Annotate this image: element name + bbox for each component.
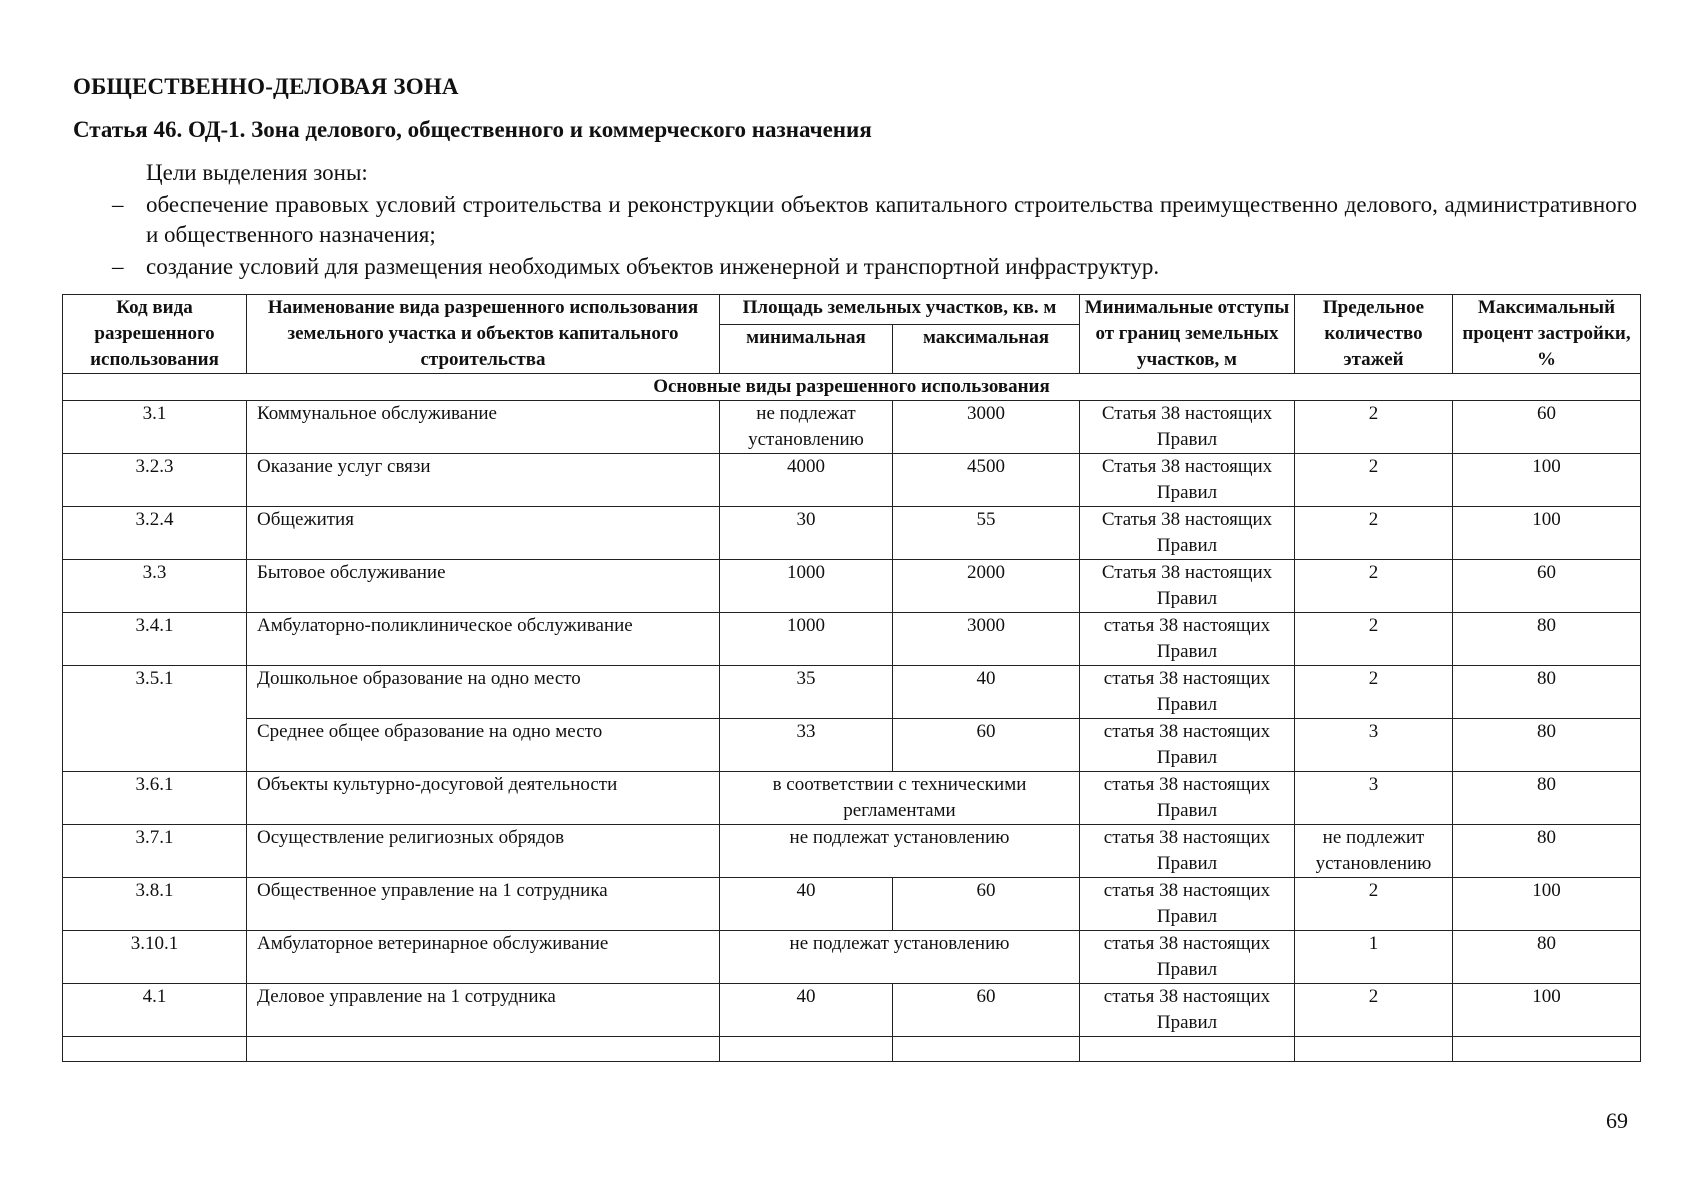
cell-coverage: 100 [1453, 454, 1641, 507]
cell-setback: статья 38 настоящих Правил [1080, 825, 1295, 878]
cell-area-min: 35 [720, 666, 893, 719]
cell-setback: Статья 38 настоящих Правил [1080, 454, 1295, 507]
cell-setback: статья 38 настоящих Правил [1080, 931, 1295, 984]
table-row [63, 719, 1641, 772]
goal-bullet [112, 190, 1637, 250]
cell-setback: Статья 38 настоящих Правил [1080, 401, 1295, 454]
cell-floors: 1 [1295, 931, 1453, 984]
cell-coverage: 60 [1453, 401, 1641, 454]
cell-code: 3.5.1 [63, 666, 247, 772]
cell-floors: 2 [1295, 878, 1453, 931]
table-row [63, 825, 1641, 878]
table-row [63, 772, 1641, 825]
goal-text: обеспечение правовых условий строительства и реконструкции объектов капитального строительства преимущественно делового, административного и общественного назначения; [146, 192, 1637, 247]
cell-setback: статья 38 настоящих Правил [1080, 772, 1295, 825]
cell-floors: 2 [1295, 984, 1453, 1037]
cell-floors: 2 [1295, 613, 1453, 666]
cell-floors: 3 [1295, 719, 1453, 772]
cell-floors: 2 [1295, 454, 1453, 507]
table-row [63, 507, 1641, 560]
cell-code: 3.6.1 [63, 772, 247, 825]
table-row [63, 931, 1641, 984]
cell-name: Деловое управление на 1 сотрудника [247, 984, 720, 1037]
zone-heading: ОБЩЕСТВЕННО-ДЕЛОВАЯ ЗОНА [73, 74, 459, 99]
table-row [63, 666, 1641, 719]
cell-setback: статья 38 настоящих Правил [1080, 984, 1295, 1037]
cell-area-min: 40 [720, 878, 893, 931]
cell-area-merged: не подлежат установлению [720, 825, 1080, 878]
cell-code: 3.8.1 [63, 878, 247, 931]
header-area-min: минимальная [720, 325, 893, 374]
header-code: Код вида разрешенного использования [63, 295, 247, 374]
cell-area-min: 30 [720, 507, 893, 560]
goal-text: создание условий для размещения необходимых объектов инженерной и транспортной инфраструктур. [146, 254, 1160, 279]
cell-coverage: 80 [1453, 719, 1641, 772]
cell-area-max: 55 [893, 507, 1080, 560]
cell-floors: 3 [1295, 772, 1453, 825]
cell-area-max: 40 [893, 666, 1080, 719]
cell-name: Осуществление религиозных обрядов [247, 825, 720, 878]
section-title: Основные виды разрешенного использования [63, 374, 1641, 401]
table-row [63, 560, 1641, 613]
cell-area-min: 33 [720, 719, 893, 772]
cell-setback: Статья 38 настоящих Правил [1080, 507, 1295, 560]
cell-code: 3.1 [63, 401, 247, 454]
cell-coverage: 60 [1453, 560, 1641, 613]
header-coverage: Максимальный процент застройки, % [1453, 295, 1641, 374]
cell-area-min: 1000 [720, 560, 893, 613]
cell-code: 3.4.1 [63, 613, 247, 666]
cell-name: Общежития [247, 507, 720, 560]
cell-name: Общественное управление на 1 сотрудника [247, 878, 720, 931]
cell-area-max: 4500 [893, 454, 1080, 507]
cell-coverage: 100 [1453, 878, 1641, 931]
cell-code: 3.2.3 [63, 454, 247, 507]
cell-setback: статья 38 настоящих Правил [1080, 878, 1295, 931]
table-row [63, 401, 1641, 454]
header-area-max: максимальная [893, 325, 1080, 374]
cell-name: Дошкольное образование на одно место [247, 666, 720, 719]
table-row [63, 454, 1641, 507]
header-area: Площадь земельных участков, кв. м [720, 295, 1080, 325]
cell-name: Объекты культурно-досуговой деятельности [247, 772, 720, 825]
page-number: 69 [1606, 1108, 1628, 1133]
cell-area-min: не подлежат установлению [720, 401, 893, 454]
header-setback: Минимальные отступы от границ земельных участков, м [1080, 295, 1295, 374]
cell-name: Оказание услуг связи [247, 454, 720, 507]
cell-name: Бытовое обслуживание [247, 560, 720, 613]
table-row [63, 878, 1641, 931]
empty-row [63, 1037, 1641, 1062]
cell-code: 3.2.4 [63, 507, 247, 560]
table-row [63, 984, 1641, 1037]
cell-coverage: 80 [1453, 772, 1641, 825]
cell-area-max: 2000 [893, 560, 1080, 613]
cell-name: Амбулаторное ветеринарное обслуживание [247, 931, 720, 984]
goal-bullet [112, 252, 1637, 282]
cell-floors: не подлежит установлению [1295, 825, 1453, 878]
cell-coverage: 100 [1453, 984, 1641, 1037]
cell-area-min: 4000 [720, 454, 893, 507]
cell-area-max: 3000 [893, 613, 1080, 666]
cell-setback: статья 38 настоящих Правил [1080, 613, 1295, 666]
cell-floors: 2 [1295, 666, 1453, 719]
cell-coverage: 80 [1453, 825, 1641, 878]
cell-area-max: 60 [893, 984, 1080, 1037]
header-name: Наименование вида разрешенного использования земельного участка и объектов капитального строительства [247, 295, 720, 374]
cell-code: 4.1 [63, 984, 247, 1037]
cell-code: 3.7.1 [63, 825, 247, 878]
cell-floors: 2 [1295, 401, 1453, 454]
cell-floors: 2 [1295, 507, 1453, 560]
bullet-dash: – [112, 254, 124, 279]
cell-coverage: 80 [1453, 931, 1641, 984]
bullet-dash: – [112, 192, 124, 217]
article-title: Статья 46. ОД-1. Зона делового, общественного и коммерческого назначения [73, 117, 872, 142]
land-use-table [62, 294, 1641, 1062]
cell-floors: 2 [1295, 560, 1453, 613]
cell-area-min: 40 [720, 984, 893, 1037]
goals-label: Цели выделения зоны: [146, 160, 368, 185]
cell-setback: Статья 38 настоящих Правил [1080, 560, 1295, 613]
cell-area-max: 60 [893, 719, 1080, 772]
cell-setback: статья 38 настоящих Правил [1080, 719, 1295, 772]
cell-area-min: 1000 [720, 613, 893, 666]
cell-code: 3.3 [63, 560, 247, 613]
cell-code: 3.10.1 [63, 931, 247, 984]
cell-name: Коммунальное обслуживание [247, 401, 720, 454]
cell-coverage: 80 [1453, 613, 1641, 666]
cell-area-merged: не подлежат установлению [720, 931, 1080, 984]
cell-area-max: 3000 [893, 401, 1080, 454]
cell-area-merged: в соответствии с техническими регламентами [720, 772, 1080, 825]
cell-coverage: 80 [1453, 666, 1641, 719]
table-row [63, 613, 1641, 666]
cell-setback: статья 38 настоящих Правил [1080, 666, 1295, 719]
cell-coverage: 100 [1453, 507, 1641, 560]
header-floors: Предельное количество этажей [1295, 295, 1453, 374]
cell-name: Среднее общее образование на одно место [247, 719, 720, 772]
cell-name: Амбулаторно-поликлиническое обслуживание [247, 613, 720, 666]
cell-area-max: 60 [893, 878, 1080, 931]
